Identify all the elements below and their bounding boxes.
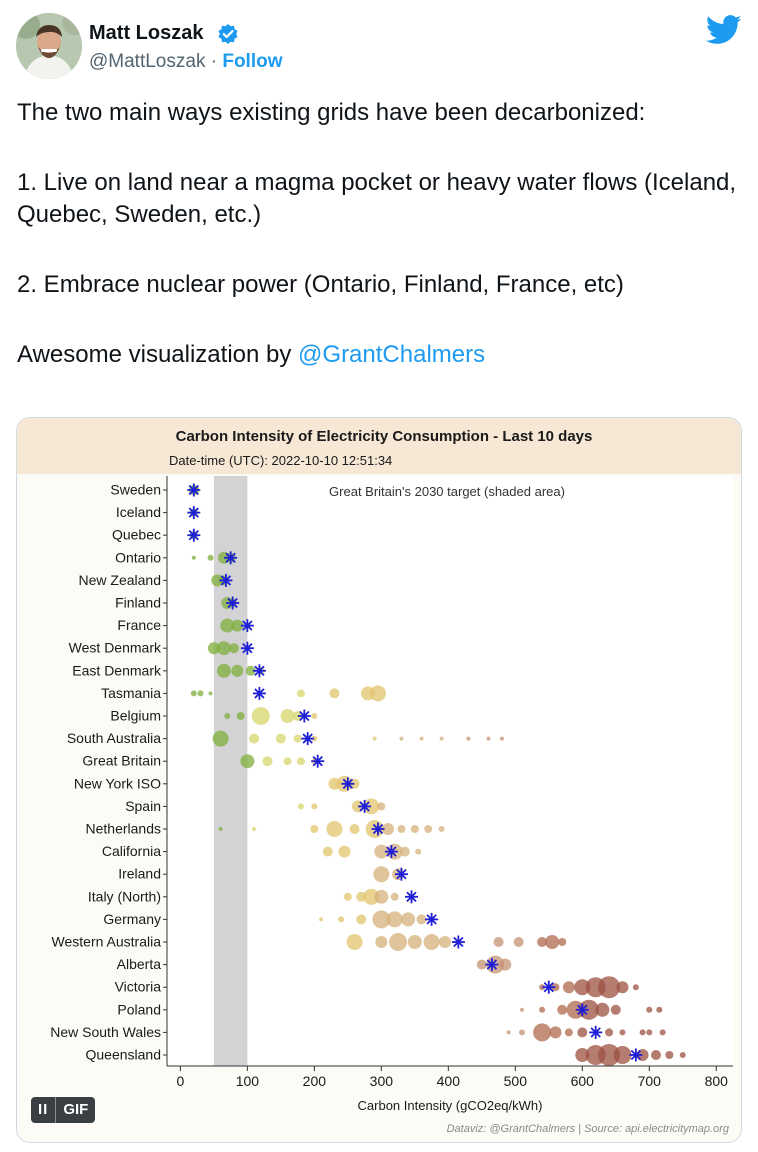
tweet-paragraph: 2. Embrace nuclear power (Ontario, Finland, France, etc) [17,271,624,298]
current-value-marker [385,845,398,858]
y-tick-label: Alberta [116,956,161,973]
mention-link[interactable]: @GrantChalmers [298,341,486,368]
y-tick-label: California [101,843,161,860]
distribution-point [417,914,427,924]
distribution-point [326,821,342,837]
avatar[interactable] [16,13,82,79]
x-tick-label: 700 [637,1073,661,1089]
distribution-point [680,1052,686,1058]
current-value-marker [298,710,311,723]
distribution-point [494,937,504,947]
y-tick-label: New York ISO [73,775,161,792]
distribution-point [339,846,351,858]
distribution-point [377,802,385,810]
distribution-point [344,893,352,901]
y-tick-label: West Denmark [68,639,161,656]
current-value-marker [358,800,371,813]
distribution-point [347,934,363,950]
distribution-point [310,825,318,833]
y-tick-label: Italy (North) [87,888,161,905]
y-tick-label: Netherlands [85,820,161,837]
distribution-point [563,981,575,993]
distribution-point [370,685,386,701]
y-tick-label: Quebec [111,526,161,543]
distribution-point [323,847,333,857]
current-value-marker [405,890,418,903]
distribution-point [391,893,399,901]
current-value-marker [485,958,498,971]
distribution-point [611,1005,621,1015]
distribution-point [519,1029,525,1035]
current-value-marker [226,597,239,610]
distribution-point [613,1046,631,1064]
distribution-point [191,690,197,696]
distribution-point [558,938,566,946]
distribution-point [665,1051,673,1059]
distribution-point [311,803,317,809]
distribution-point [605,1028,613,1036]
plot-area [167,476,733,1066]
distribution-point [439,826,445,832]
distribution-point [411,825,419,833]
current-value-marker [301,732,314,745]
distribution-point [284,757,292,765]
x-tick-label: 200 [302,1073,327,1089]
handle-row [89,51,283,73]
distribution-point [640,1029,646,1035]
y-tick-label: France [117,617,161,634]
tweet-paragraph: 1. Live on land near a magma pocket or heavy water flows (Iceland, Quebec, Sweden, etc.) [17,169,737,228]
current-value-marker [311,755,324,768]
distribution-point [487,737,491,741]
distribution-point [213,731,229,747]
distribution-point [231,665,243,677]
chart-footer: Dataviz: @GrantChalmers | Source: api.electricitymap.org [446,1123,729,1135]
current-value-marker [253,664,266,677]
distribution-point [420,737,424,741]
distribution-point [252,827,256,831]
y-tick-label: East Denmark [72,662,161,679]
target-shaded-area [214,476,247,1066]
y-tick-label: Victoria [114,978,161,995]
tweet-text [17,97,742,371]
chart-annotation: Great Britain's 2030 target (shaded area) [329,484,565,499]
distribution-point [240,754,254,768]
current-value-marker [224,551,237,564]
credit-prefix: Awesome visualization by [17,341,299,368]
distribution-point [192,556,196,560]
distribution-point [619,1029,625,1035]
distribution-point [219,827,223,831]
y-tick-label: Tasmania [101,684,161,701]
author-name[interactable]: Matt Loszak [89,22,204,44]
distribution-point [660,1029,666,1035]
distribution-point [633,984,639,990]
distribution-point [401,912,415,926]
y-tick-label: South Australia [66,730,161,747]
author-handle[interactable]: @MattLoszak [89,51,206,72]
x-axis-title: Carbon Intensity (gCO2eq/kWh) [357,1098,543,1113]
chart-subtitle: Date-time (UTC): 2022-10-10 12:51:34 [169,453,393,468]
x-tick-label: 600 [570,1073,594,1089]
distribution-point [276,734,286,744]
distribution-point [424,825,432,833]
current-value-marker [187,484,200,497]
gif-label: GIF [56,1097,95,1123]
distribution-point [197,690,203,696]
distribution-point [208,555,214,561]
distribution-point [651,1050,661,1060]
distribution-point [424,934,440,950]
y-tick-label: Finland [115,594,161,611]
distribution-point [616,981,628,993]
distribution-point [319,917,323,921]
distribution-point [329,688,339,698]
distribution-point [311,713,317,719]
follow-button[interactable]: Follow [222,51,283,72]
distribution-point [565,1028,573,1036]
y-tick-label: Belgium [110,707,161,724]
distribution-point [400,847,410,857]
distribution-point [539,1007,545,1013]
y-tick-label: Spain [125,797,161,814]
current-value-marker [341,777,354,790]
current-value-marker [576,1003,589,1016]
distribution-point [252,707,270,725]
distribution-point [557,1005,567,1015]
y-tick-label: Sweden [110,481,161,498]
distribution-point [533,1023,551,1041]
distribution-point [399,737,403,741]
distribution-point [375,936,387,948]
distribution-point [350,824,360,834]
y-tick-label: New South Wales [50,1023,161,1040]
distribution-point [595,1003,609,1017]
media-gif[interactable] [16,417,742,1143]
chart-title: Carbon Intensity of Electricity Consumption - Last 10 days [175,428,593,445]
y-tick-label: Ontario [115,549,161,566]
current-value-marker [371,823,384,836]
distribution-point [646,1007,652,1013]
distribution-point [646,1029,652,1035]
distribution-point [229,643,239,653]
distribution-point [209,691,213,695]
current-value-marker [395,868,408,881]
carbon-intensity-chart [17,418,741,1142]
distribution-point [281,709,295,723]
distribution-point [297,757,305,765]
y-tick-label: Western Australia [51,933,161,950]
distribution-point [545,935,559,949]
distribution-point [262,756,272,766]
y-tick-label: Queensland [85,1046,161,1063]
distribution-point [466,737,470,741]
y-tick-label: Germany [103,910,161,927]
distribution-point [389,933,407,951]
distribution-point [514,937,524,947]
distribution-point [217,664,231,678]
gif-badge[interactable] [31,1097,95,1123]
current-value-marker [452,936,465,949]
distribution-point [520,1008,524,1012]
x-tick-label: 0 [176,1073,185,1089]
handle-separator: · [210,51,218,72]
distribution-point [415,849,421,855]
current-value-marker [542,981,555,994]
distribution-point [500,737,504,741]
distribution-point [397,825,405,833]
distribution-point [408,935,422,949]
tweet-paragraph: The two main ways existing grids have been decarbonized: [17,99,646,126]
distribution-point [249,734,259,744]
distribution-point [374,890,388,904]
distribution-point [217,641,231,655]
distribution-point [656,1007,662,1013]
distribution-point [387,911,403,927]
y-tick-label: Great Britain [82,752,161,769]
current-value-marker [425,913,438,926]
distribution-point [499,959,511,971]
distribution-point [224,713,230,719]
verified-badge-icon [217,23,239,45]
pause-button[interactable]: II [31,1097,56,1123]
x-tick-label: 800 [704,1073,728,1089]
y-tick-label: Ireland [118,865,161,882]
tweet-header [16,13,742,83]
x-tick-label: 500 [503,1073,527,1089]
x-tick-label: 100 [235,1073,260,1089]
tweet-credit [17,339,742,371]
y-tick-label: Poland [117,1001,161,1018]
x-tick-label: 400 [436,1073,461,1089]
distribution-point [577,1027,587,1037]
distribution-point [297,689,305,697]
distribution-point [440,737,444,741]
distribution-point [298,803,304,809]
distribution-point [294,735,302,743]
distribution-point [549,1026,561,1038]
distribution-point [373,866,389,882]
distribution-point [507,1030,511,1034]
y-tick-label: Iceland [115,504,161,521]
distribution-point [439,936,451,948]
distribution-point [373,737,377,741]
y-tick-label: New Zealand [78,571,161,588]
x-tick-label: 300 [369,1073,394,1089]
current-value-marker [253,687,266,700]
twitter-bird-icon[interactable] [706,15,742,45]
distribution-point [477,960,487,970]
distribution-point [237,712,245,720]
distribution-point [356,914,366,924]
distribution-point [338,916,344,922]
